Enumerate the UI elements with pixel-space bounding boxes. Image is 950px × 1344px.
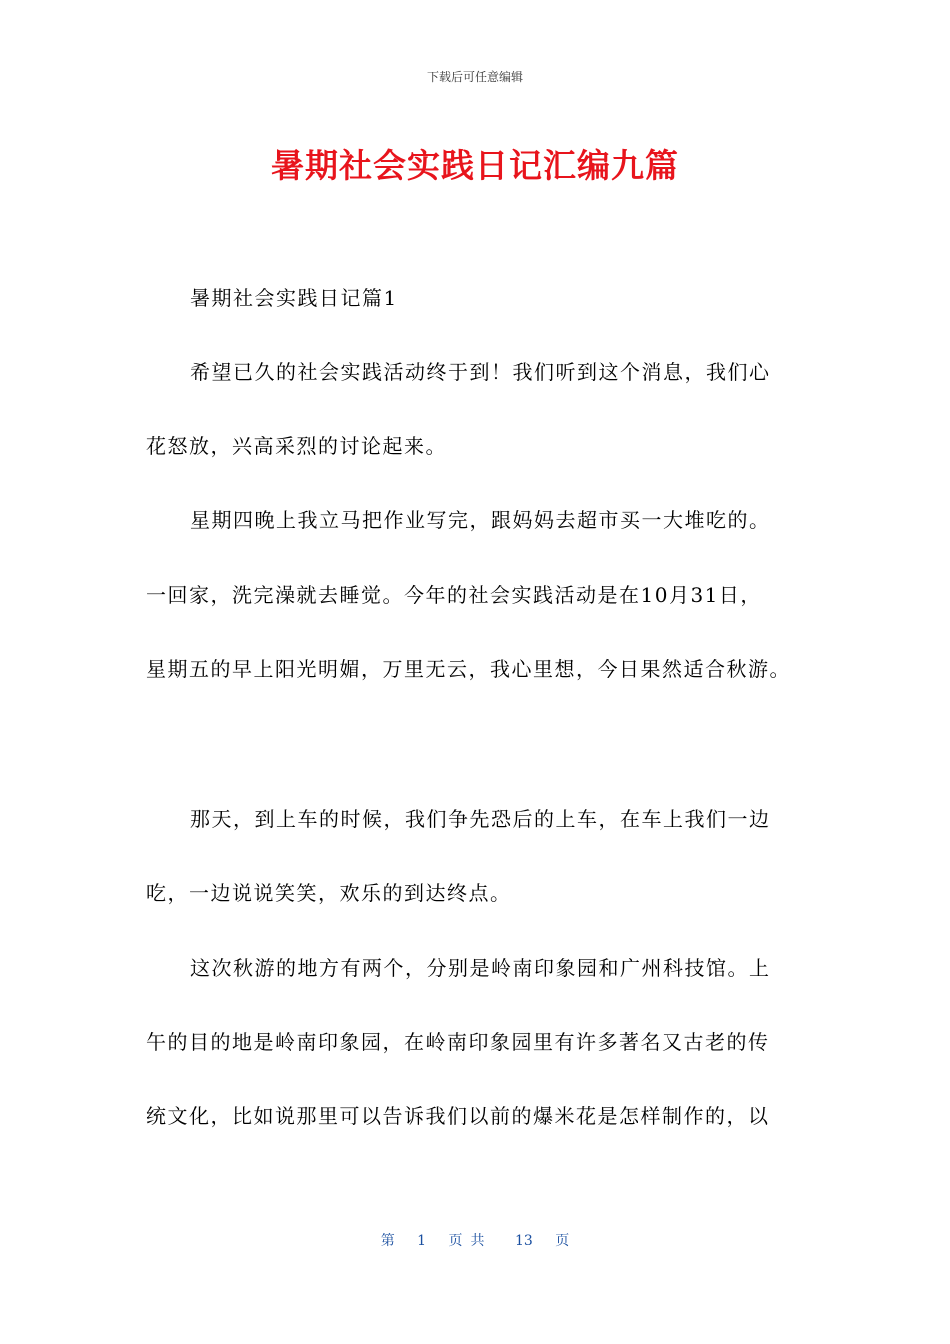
paragraph-line: 那天，到上车的时候，我们争先恐后的上车，在车上我们一边 (190, 807, 771, 831)
paragraph-line: 希望已久的社会实践活动终于到！我们听到这个消息，我们心 (190, 360, 771, 384)
paragraph-line: 午的目的地是岭南印象园，在岭南印象园里有许多著名又古老的传 (146, 1030, 770, 1054)
paragraph-line: 花怒放，兴高采烈的讨论起来。 (146, 434, 447, 458)
paragraph-line: 统文化，比如说那里可以告诉我们以前的爆米花是怎样制作的，以 (146, 1104, 770, 1128)
page-current: 1 (417, 1233, 427, 1249)
header-note: 下载后可任意编辑 (426, 70, 523, 84)
paragraph-line: 星期五的早上阳光明媚，万里无云，我心里想，今日果然适合秋游。 (146, 657, 791, 681)
paragraph-line: 这次秋游的地方有两个，分别是岭南印象园和广州科技馆。上 (190, 956, 771, 980)
paragraph-line: 一回家，洗完澡就去睡觉。今年的社会实践活动是在10月31日， (146, 583, 762, 607)
page-total: 13 (515, 1233, 533, 1249)
paragraph-line: 吃，一边说说笑笑，欢乐的到达终点。 (146, 881, 512, 905)
page-footer (0, 1230, 950, 1250)
paragraph-line: 星期四晚上我立马把作业写完，跟妈妈去超市买一大堆吃的。 (190, 508, 771, 532)
page-prefix: 第 (380, 1233, 395, 1249)
document-title: 暑期社会实践日记汇编九篇 (271, 146, 679, 185)
page-suffix: 页 (555, 1233, 570, 1249)
page-middle: 页共 (448, 1233, 493, 1249)
paragraph-line: 暑期社会实践日记篇1 (190, 286, 398, 310)
